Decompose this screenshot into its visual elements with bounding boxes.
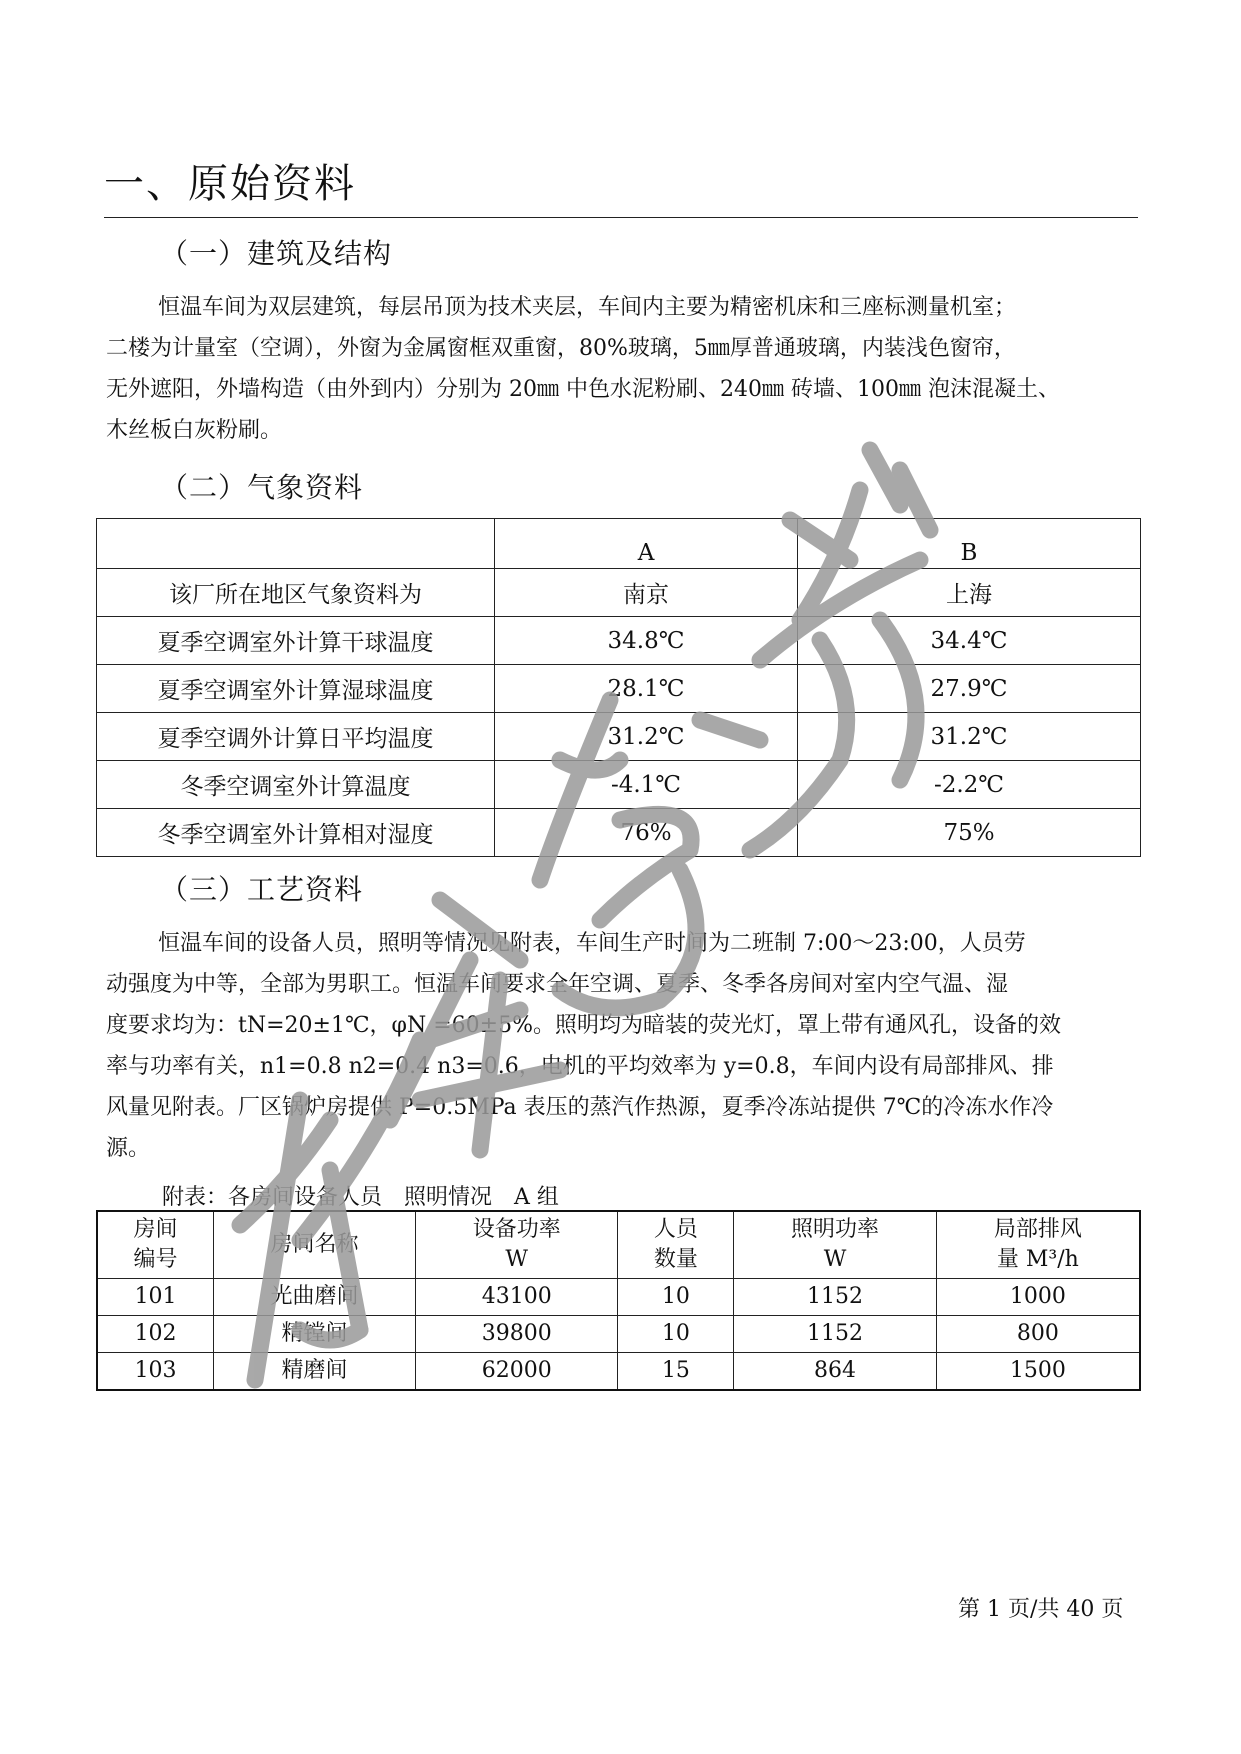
table-cell: 冬季空调室外计算温度 xyxy=(97,761,495,809)
caption-prefix: 附表：各房间设备人员 xyxy=(162,1185,383,1210)
table-cell: 864 xyxy=(734,1353,936,1391)
paragraph-line: 恒温车间的设备人员，照明等情况见附表，车间生产时间为二班制 7:00～23:00，人员劳 xyxy=(158,931,1026,956)
table-cell: -2.2℃ xyxy=(798,761,1141,809)
table-cell: 34.8℃ xyxy=(495,617,798,665)
table-cell: 43100 xyxy=(416,1279,618,1316)
equipment-table-caption xyxy=(162,1180,559,1211)
section-title-structure: （一）建筑及结构 xyxy=(160,237,393,270)
table-cell xyxy=(97,519,495,569)
table-cell: 75% xyxy=(798,809,1141,857)
table-cell: -4.1℃ xyxy=(495,761,798,809)
paragraph-line: 木丝板白灰粉刷。 xyxy=(106,418,283,443)
table-cell: 1500 xyxy=(936,1353,1140,1391)
table-cell: 28.1℃ xyxy=(495,665,798,713)
table-cell: 1152 xyxy=(734,1316,936,1353)
table-cell: 上海 xyxy=(798,569,1141,617)
table-cell: 76% xyxy=(495,809,798,857)
paragraph-line: 无外遮阳，外墙构造（由外到内）分别为 20㎜ 中色水泥粉刷、240㎜ 砖墙、100㎜ 泡沫混凝土、 xyxy=(106,377,1060,402)
paragraph-line: 度要求均为：tN=20±1℃，φN =60±5%。照明均为暗装的荧光灯，罩上带有通风孔，设备的效 xyxy=(106,1013,1061,1038)
table-cell: 101 xyxy=(97,1279,214,1316)
table-cell: 800 xyxy=(936,1316,1140,1353)
table-row xyxy=(97,761,1141,809)
table-cell: 1152 xyxy=(734,1279,936,1316)
page-number: 第 1 页/共 40 页 xyxy=(958,1597,1124,1622)
table-cell: 62000 xyxy=(416,1353,618,1391)
header-lighting-power: 照明功率 W xyxy=(734,1211,936,1279)
table-cell: 10 xyxy=(618,1316,734,1353)
table-row xyxy=(97,665,1141,713)
structure-paragraph xyxy=(106,287,1146,451)
section-title-process: （三）工艺资料 xyxy=(160,873,364,906)
table-row xyxy=(97,809,1141,857)
table-row xyxy=(97,569,1141,617)
table-cell: 冬季空调室外计算相对湿度 xyxy=(97,809,495,857)
table-row xyxy=(97,1279,1140,1316)
table-cell: 102 xyxy=(97,1316,214,1353)
table-cell: 1000 xyxy=(936,1279,1140,1316)
table-cell: 光曲磨间 xyxy=(214,1279,416,1316)
header-exhaust-volume: 局部排风 量 M³/h xyxy=(936,1211,1140,1279)
table-cell: 夏季空调室外计算干球温度 xyxy=(97,617,495,665)
table-row xyxy=(97,1353,1140,1391)
equipment-table xyxy=(96,1210,1141,1391)
table-cell: 精磨间 xyxy=(214,1353,416,1391)
table-cell: A xyxy=(495,519,798,569)
paragraph-line: 源。 xyxy=(106,1136,151,1161)
paragraph-line: 二楼为计量室（空调），外窗为金属窗框双重窗，80%玻璃，5㎜厚普通玻璃，内装浅色窗帘， xyxy=(106,336,1016,361)
table-cell: 31.2℃ xyxy=(798,713,1141,761)
section-title-weather: （二）气象资料 xyxy=(160,471,364,504)
table-header-row xyxy=(97,1211,1140,1279)
table-cell: 15 xyxy=(618,1353,734,1391)
table-cell: 精镗间 xyxy=(214,1316,416,1353)
process-paragraph xyxy=(106,923,1146,1169)
paragraph-line: 恒温车间为双层建筑，每层吊顶为技术夹层，车间内主要为精密机床和三座标测量机室； xyxy=(158,295,1017,320)
caption-group: A 组 xyxy=(514,1185,559,1210)
table-row xyxy=(97,617,1141,665)
table-cell: 夏季空调外计算日平均温度 xyxy=(97,713,495,761)
heading-rule xyxy=(104,217,1138,218)
table-cell: 夏季空调室外计算湿球温度 xyxy=(97,665,495,713)
weather-table xyxy=(96,518,1141,857)
header-equipment-power: 设备功率 W xyxy=(416,1211,618,1279)
header-room-number: 房间 编号 xyxy=(97,1211,214,1279)
table-cell: B xyxy=(798,519,1141,569)
table-cell: 34.4℃ xyxy=(798,617,1141,665)
header-room-name: 房间名称 xyxy=(214,1211,416,1279)
paragraph-line: 风量见附表。厂区锅炉房提供 P=0.5MPa 表压的蒸汽作热源，夏季冷冻站提供 7℃的冷冻水作冷 xyxy=(106,1095,1054,1120)
table-row xyxy=(97,713,1141,761)
page-heading: 一、原始资料 xyxy=(104,161,356,207)
paragraph-line: 动强度为中等，全部为男职工。恒温车间要求全年空调、夏季、冬季各房间对室内空气温、湿 xyxy=(106,972,1009,997)
caption-middle: 照明情况 xyxy=(404,1185,493,1210)
paragraph-line: 率与功率有关，n1=0.8 n2=0.4 n3=0.6，电机的平均效率为 y=0.8，车间内设有局部排风、排 xyxy=(106,1054,1054,1079)
table-cell: 该厂所在地区气象资料为 xyxy=(97,569,495,617)
table-row xyxy=(97,1316,1140,1353)
header-staff-count: 人员 数量 xyxy=(618,1211,734,1279)
table-cell: 南京 xyxy=(495,569,798,617)
table-header-row xyxy=(97,519,1141,569)
table-cell: 31.2℃ xyxy=(495,713,798,761)
table-cell: 10 xyxy=(618,1279,734,1316)
table-cell: 103 xyxy=(97,1353,214,1391)
table-cell: 39800 xyxy=(416,1316,618,1353)
table-cell: 27.9℃ xyxy=(798,665,1141,713)
